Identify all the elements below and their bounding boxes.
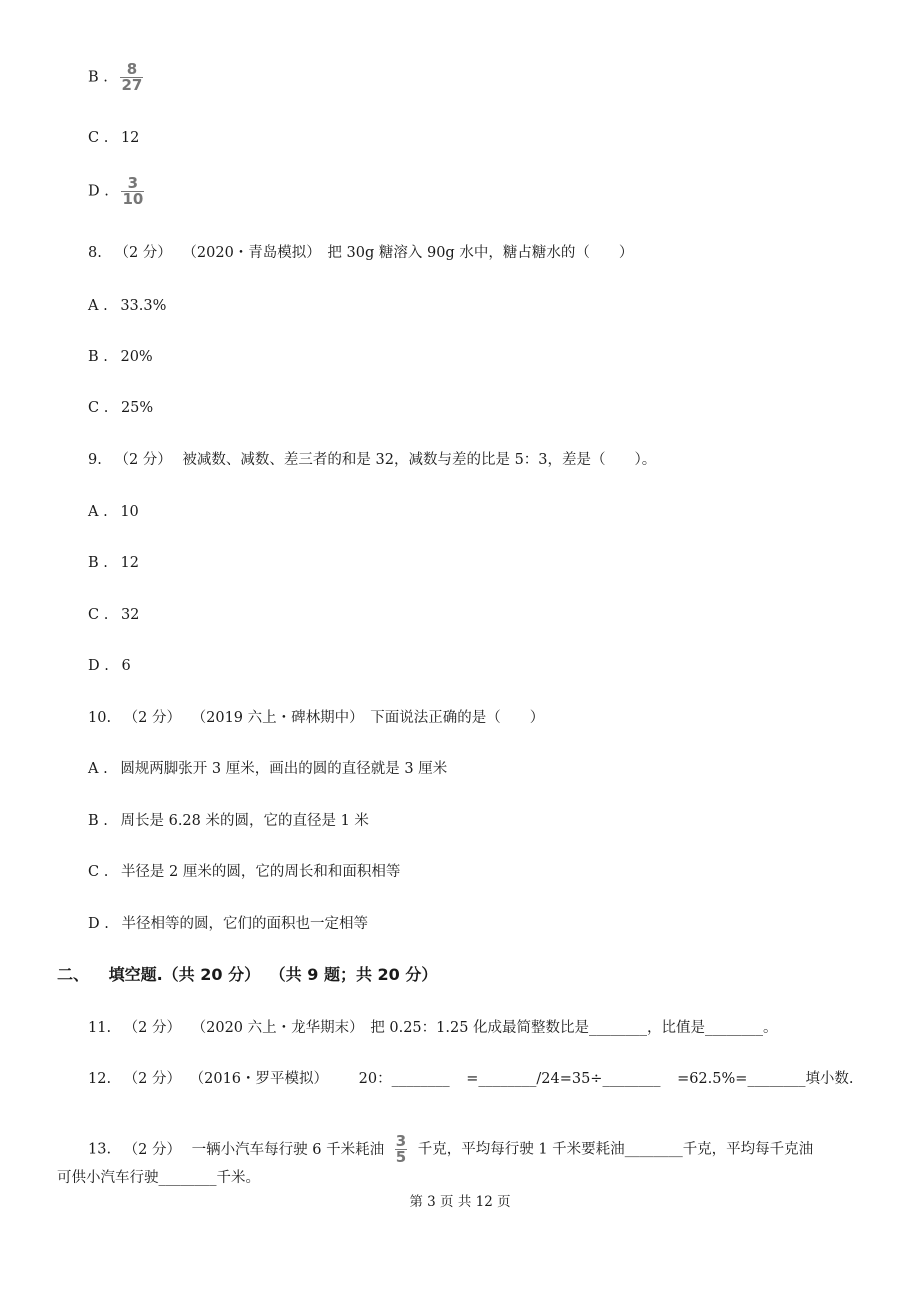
option-text: 32 (120, 607, 140, 623)
q8-option-c (88, 398, 153, 418)
answer-blank[interactable]: ________ (478, 1071, 537, 1087)
option-label: B . (88, 813, 108, 829)
question-13-line-2 (57, 1168, 260, 1188)
option-text: 6 (121, 658, 131, 674)
q9-option-a (88, 502, 139, 522)
question-11 (88, 1018, 778, 1038)
option-label: D . (88, 658, 109, 674)
question-text: 千克，平均每行驶 1 千米要耗油 (417, 1141, 625, 1158)
denominator: 5 (395, 1148, 407, 1166)
section-count: （共 9 题；共 20 分） (269, 965, 438, 984)
option-text: 半径是 2 厘米的圆，它的周长和和面积相等 (120, 864, 401, 880)
answer-blank[interactable]: ________ (705, 1020, 764, 1036)
fraction (121, 176, 144, 207)
option-text: 圆规两脚张开 3 厘米，画出的圆的直径就是 3 厘米 (120, 761, 448, 777)
denominator: 10 (122, 190, 144, 208)
question-text: /24=35÷ (536, 1071, 603, 1087)
section-title: 填空题.（共 20 分） (108, 965, 261, 984)
q9-option-d (88, 656, 131, 676)
question-text: =62.5%= (677, 1071, 748, 1087)
option-label: D . (88, 916, 109, 932)
option-text: 12 (120, 555, 139, 571)
question-source: （2016・罗平模拟） (189, 1071, 329, 1087)
option-text: 10 (120, 504, 139, 520)
option-label: B . (88, 555, 108, 571)
option-text: 周长是 6.28 米的圆，它的直径是 1 米 (120, 813, 369, 829)
answer-blank[interactable]: ________ (391, 1071, 450, 1087)
question-text: 。 (763, 1020, 778, 1036)
q7-option-d (88, 176, 144, 207)
question-text: = (466, 1071, 479, 1087)
question-text: 填小数. (805, 1071, 854, 1087)
question-score: （2 分） (123, 710, 182, 726)
question-text: 一辆小汽车每行驶 6 千米耗油 (191, 1141, 385, 1158)
question-score: （2 分） (114, 245, 172, 261)
question-source: （2020・青岛模拟） (182, 245, 321, 261)
question-text: ，比值是 (647, 1020, 706, 1036)
question-text: 20： (358, 1071, 392, 1087)
question-stem: 被减数、减数、差三者的和是 32，减数与差的比是 5：3，差是（ ）。 (182, 452, 657, 468)
answer-blank[interactable]: ________ (602, 1071, 661, 1087)
numerator: 3 (395, 1132, 407, 1150)
question-8 (88, 243, 633, 263)
option-text: 12 (120, 130, 140, 146)
question-number: 12. (88, 1071, 112, 1087)
question-text: 千米。 (216, 1170, 260, 1186)
numerator: 8 (126, 60, 138, 78)
question-source: （2019 六上・碑林期中） (191, 710, 364, 726)
question-score: （2 分） (114, 452, 172, 468)
option-text: 20% (120, 349, 153, 365)
page-footer: 第 3 页 共 12 页 (409, 1194, 511, 1210)
q9-option-c (88, 605, 139, 625)
question-12 (88, 1069, 854, 1089)
q10-option-a (88, 759, 447, 779)
question-number: 10. (88, 710, 112, 726)
q8-option-a (88, 296, 166, 316)
option-label: A . (88, 761, 108, 777)
q7-option-b (88, 62, 143, 93)
option-label: C . (88, 607, 109, 623)
option-label: B . (88, 349, 108, 365)
section-number: 二、 (57, 965, 90, 984)
question-number: 8. (88, 245, 102, 261)
question-number: 11. (88, 1020, 112, 1036)
question-score: （2 分） (123, 1141, 182, 1158)
question-number: 13. (88, 1141, 112, 1158)
q10-option-c (88, 862, 400, 882)
option-text: 半径相等的圆，它们的面积也一定相等 (121, 916, 368, 932)
option-text: 25% (120, 400, 154, 416)
option-label: C . (88, 400, 109, 416)
option-label: D . (88, 183, 109, 200)
question-text: 可供小汽车行驶 (57, 1170, 159, 1186)
denominator: 27 (121, 76, 143, 94)
question-9 (88, 450, 656, 470)
q8-option-b (88, 347, 153, 367)
question-text: 千克，平均每千克油 (682, 1141, 814, 1158)
question-stem: 把 30g 糖溶入 90g 水中，糖占糖水的（ ） (327, 245, 634, 261)
question-text: 把 0.25：1.25 化成最简整数比是 (370, 1020, 590, 1036)
fraction (120, 62, 143, 93)
option-label: C . (88, 130, 109, 146)
numerator: 3 (127, 174, 139, 192)
q7-option-c (88, 128, 139, 148)
option-label: B . (88, 69, 108, 86)
option-label: A . (88, 298, 108, 314)
question-score: （2 分） (123, 1071, 182, 1087)
question-stem: 下面说法正确的是（ ） (370, 710, 545, 726)
q10-option-b (88, 811, 369, 831)
question-source: （2020 六上・龙华期末） (191, 1020, 364, 1036)
q9-option-b (88, 553, 139, 573)
answer-blank[interactable]: ________ (589, 1020, 648, 1036)
question-13 (88, 1134, 813, 1165)
option-label: A . (88, 504, 108, 520)
question-score: （2 分） (123, 1020, 182, 1036)
answer-blank[interactable]: ________ (747, 1071, 806, 1087)
answer-blank[interactable]: ________ (624, 1141, 683, 1158)
fraction (395, 1134, 407, 1165)
option-text: 33.3% (120, 298, 167, 314)
option-label: C . (88, 864, 109, 880)
q10-option-d (88, 914, 368, 934)
answer-blank[interactable]: ________ (158, 1170, 217, 1186)
question-number: 9. (88, 452, 102, 468)
question-10 (88, 708, 544, 728)
section-heading (57, 964, 437, 986)
